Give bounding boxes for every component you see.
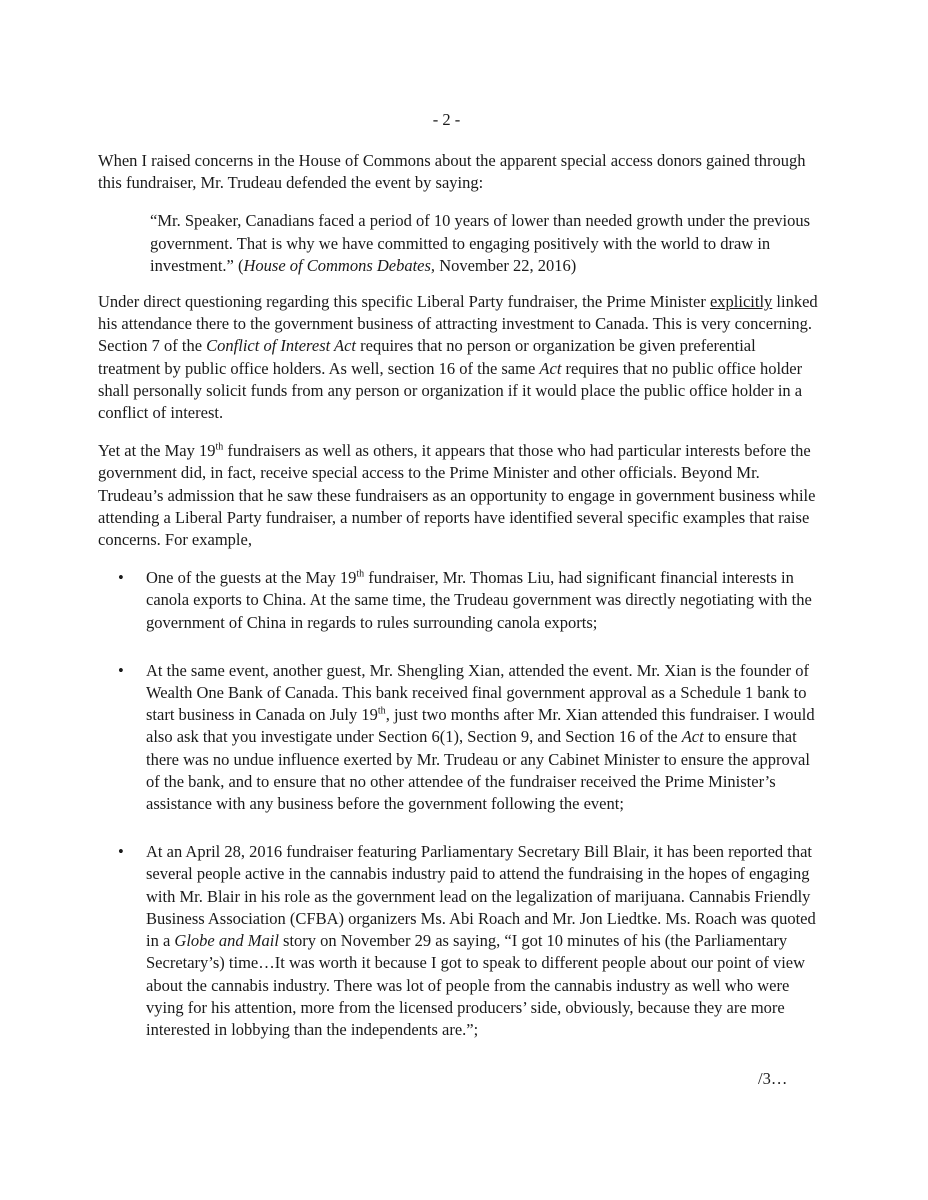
paragraph-direct-questioning: Under direct questioning regarding this specific Liberal Party fundraiser, the Prime Minister explicitly linked his attendance there to the government business of attracting investment to Canada. This is very concerning. Section 7 of the Conflict of Interest Act requires that no person or organization be given preferential treatment by public office holders. As well, section 16 of the same Act requires that no public office holder shall personally solicit funds from any person or organization if it would place the public office holder in a conflict of interest.: [98, 292, 818, 423]
underlined-explicitly: explicitly: [709, 292, 773, 312]
quote-text: “Mr. Speaker, Canadians faced a period of 10 years of lower than needed growth under the previous government. That is why we have committed to engaging positively with the world to draw in investment.” (: [150, 211, 811, 275]
letter-body: [98, 150, 818, 1041]
examples-list: [98, 567, 818, 1041]
quote-source: House of Commons Debates,: [243, 255, 436, 275]
continued-marker: /3…: [758, 1069, 788, 1088]
list-item: • One of the guests at the May 19th fundraiser, Mr. Thomas Liu, had significant financial interests in canola exports to China. At the same time, the Trudeau government was directly negotiating with the government of China in regards to rules surrounding canola exports;: [98, 567, 818, 634]
block-quote: [98, 210, 818, 277]
act-title: Conflict of Interest Act: [206, 336, 357, 356]
paragraph-intro: When I raised concerns in the House of Commons about the apparent special access donors gained through this fundraiser, Mr. Trudeau defended the event by saying:: [98, 151, 806, 193]
page-number: - 2 -: [432, 110, 461, 129]
quote-date: November 22, 2016): [435, 255, 577, 275]
list-item: • At the same event, another guest, Mr. Shengling Xian, attended the event. Mr. Xian is the founder of Wealth One Bank of Canada. This bank received final government approval as a Schedule 1 bank to start business in Canada on July 19th, just two months after Mr. Xian attended this fundraiser. I would also ask that you investigate under Section 6(1), Section 9, and Section 16 of the Act to ensure that there was no undue influence exerted by Mr. Trudeau or any Cabinet Minister to ensure the approval of the bank, and to ensure that no other attendee of the fundraiser received the Prime Minister’s assistance with any business before the government following the event;: [98, 660, 818, 815]
list-item: • At an April 28, 2016 fundraiser featuring Parliamentary Secretary Bill Blair, it has been reported that several people active in the cannabis industry paid to attend the fundraising in the hopes of engaging with Mr. Blair in his role as the government lead on the legalization of marijuana. Cannabis Friendly Business Association (CFBA) organizers Ms. Abi Roach and Mr. Jon Liedtke. Ms. Roach was quoted in a Globe and Mail story on November 29 as saying, “I got 10 minutes of his (the Parliamentary Secretary’s) time…It was worth it because I got to speak to different people about our point of view about the cannabis industry. There was lot of people from the cannabis industry as well who were vying for his attention, more from the licensed producers’ side, obviously, because they are more interested in lobbying than the independents are.”;: [98, 841, 818, 1041]
paragraph-special-access: Yet at the May 19th fundraisers as well as others, it appears that those who had particular interests before the government did, in fact, receive special access to the Prime Minister and other officials. Beyond Mr. Trudeau’s admission that he saw these fundraisers as an opportunity to engage in government business while attending a Liberal Party fundraiser, a number of reports have identified several specific examples that raise concerns. For example,: [98, 441, 816, 550]
